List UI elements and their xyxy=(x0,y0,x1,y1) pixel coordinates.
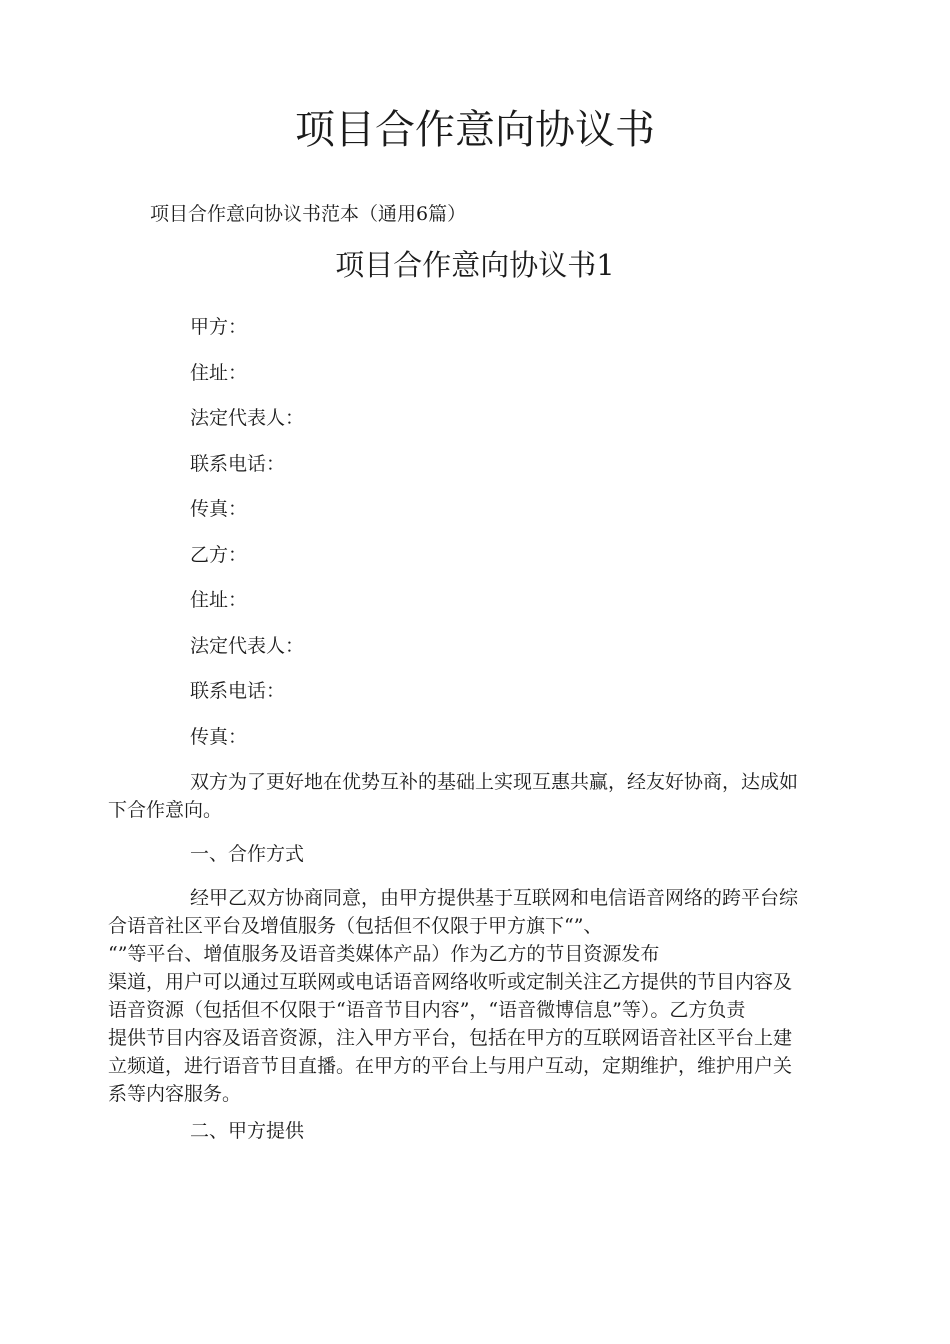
intro-paragraph xyxy=(108,768,848,824)
paragraph-line: “”等平台、增值服务及语音类媒体产品）作为乙方的节目资源发布 xyxy=(108,943,660,965)
document-title: 项目合作意向协议书 xyxy=(295,107,655,153)
field-party-a-address: 住址： xyxy=(190,361,248,384)
field-party-b: 乙方： xyxy=(190,543,248,566)
paragraph-line: 提供节目内容及语音资源，注入甲方平台，包括在甲方的互联网语音社区平台上建 xyxy=(108,1027,793,1049)
paragraph-line: 下合作意向。 xyxy=(108,799,223,821)
field-party-b-address: 住址： xyxy=(190,589,248,611)
document-subtitle: 项目合作意向协议书范本（通用6篇） xyxy=(150,203,467,225)
field-party-b-legal-rep: 法定代表人： xyxy=(190,634,305,657)
section-one-heading: 一、合作方式 xyxy=(190,843,305,865)
party-fields xyxy=(190,313,304,768)
paragraph-line: 双方为了更好地在优势互补的基础上实现互惠共赢，经友好协商，达成如 xyxy=(190,771,799,793)
paragraph-line: 经甲乙双方协商同意，由甲方提供基于互联网和电信语音网络的跨平台综 xyxy=(190,887,799,909)
field-party-b-fax: 传真： xyxy=(190,725,248,748)
field-party-a-phone: 联系电话： xyxy=(190,452,286,475)
paragraph-line: 渠道，用户可以通过互联网或电话语音网络收听或定制关注乙方提供的节目内容及 xyxy=(108,971,793,993)
section-title: 项目合作意向协议书1 xyxy=(335,248,615,282)
field-party-a: 甲方： xyxy=(190,316,248,338)
field-party-a-fax: 传真： xyxy=(190,498,248,520)
paragraph-line: 系等内容服务。 xyxy=(108,1083,242,1105)
paragraph-line: 立频道，进行语音节目直播。在甲方的平台上与用户互动，定期维护，维护用户关 xyxy=(108,1055,793,1077)
field-party-a-legal-rep: 法定代表人： xyxy=(190,407,305,429)
paragraph-line: 合语音社区平台及增值服务（包括但不仅限于甲方旗下“”、 xyxy=(108,915,603,937)
section-one-paragraph xyxy=(108,884,848,1108)
paragraph-line: 语音资源（包括但不仅限于“语音节目内容”，“语音微博信息”等）。乙方负责 xyxy=(108,999,746,1021)
section-two-heading: 二、甲方提供 xyxy=(190,1120,305,1142)
field-party-b-phone: 联系电话： xyxy=(190,680,286,702)
